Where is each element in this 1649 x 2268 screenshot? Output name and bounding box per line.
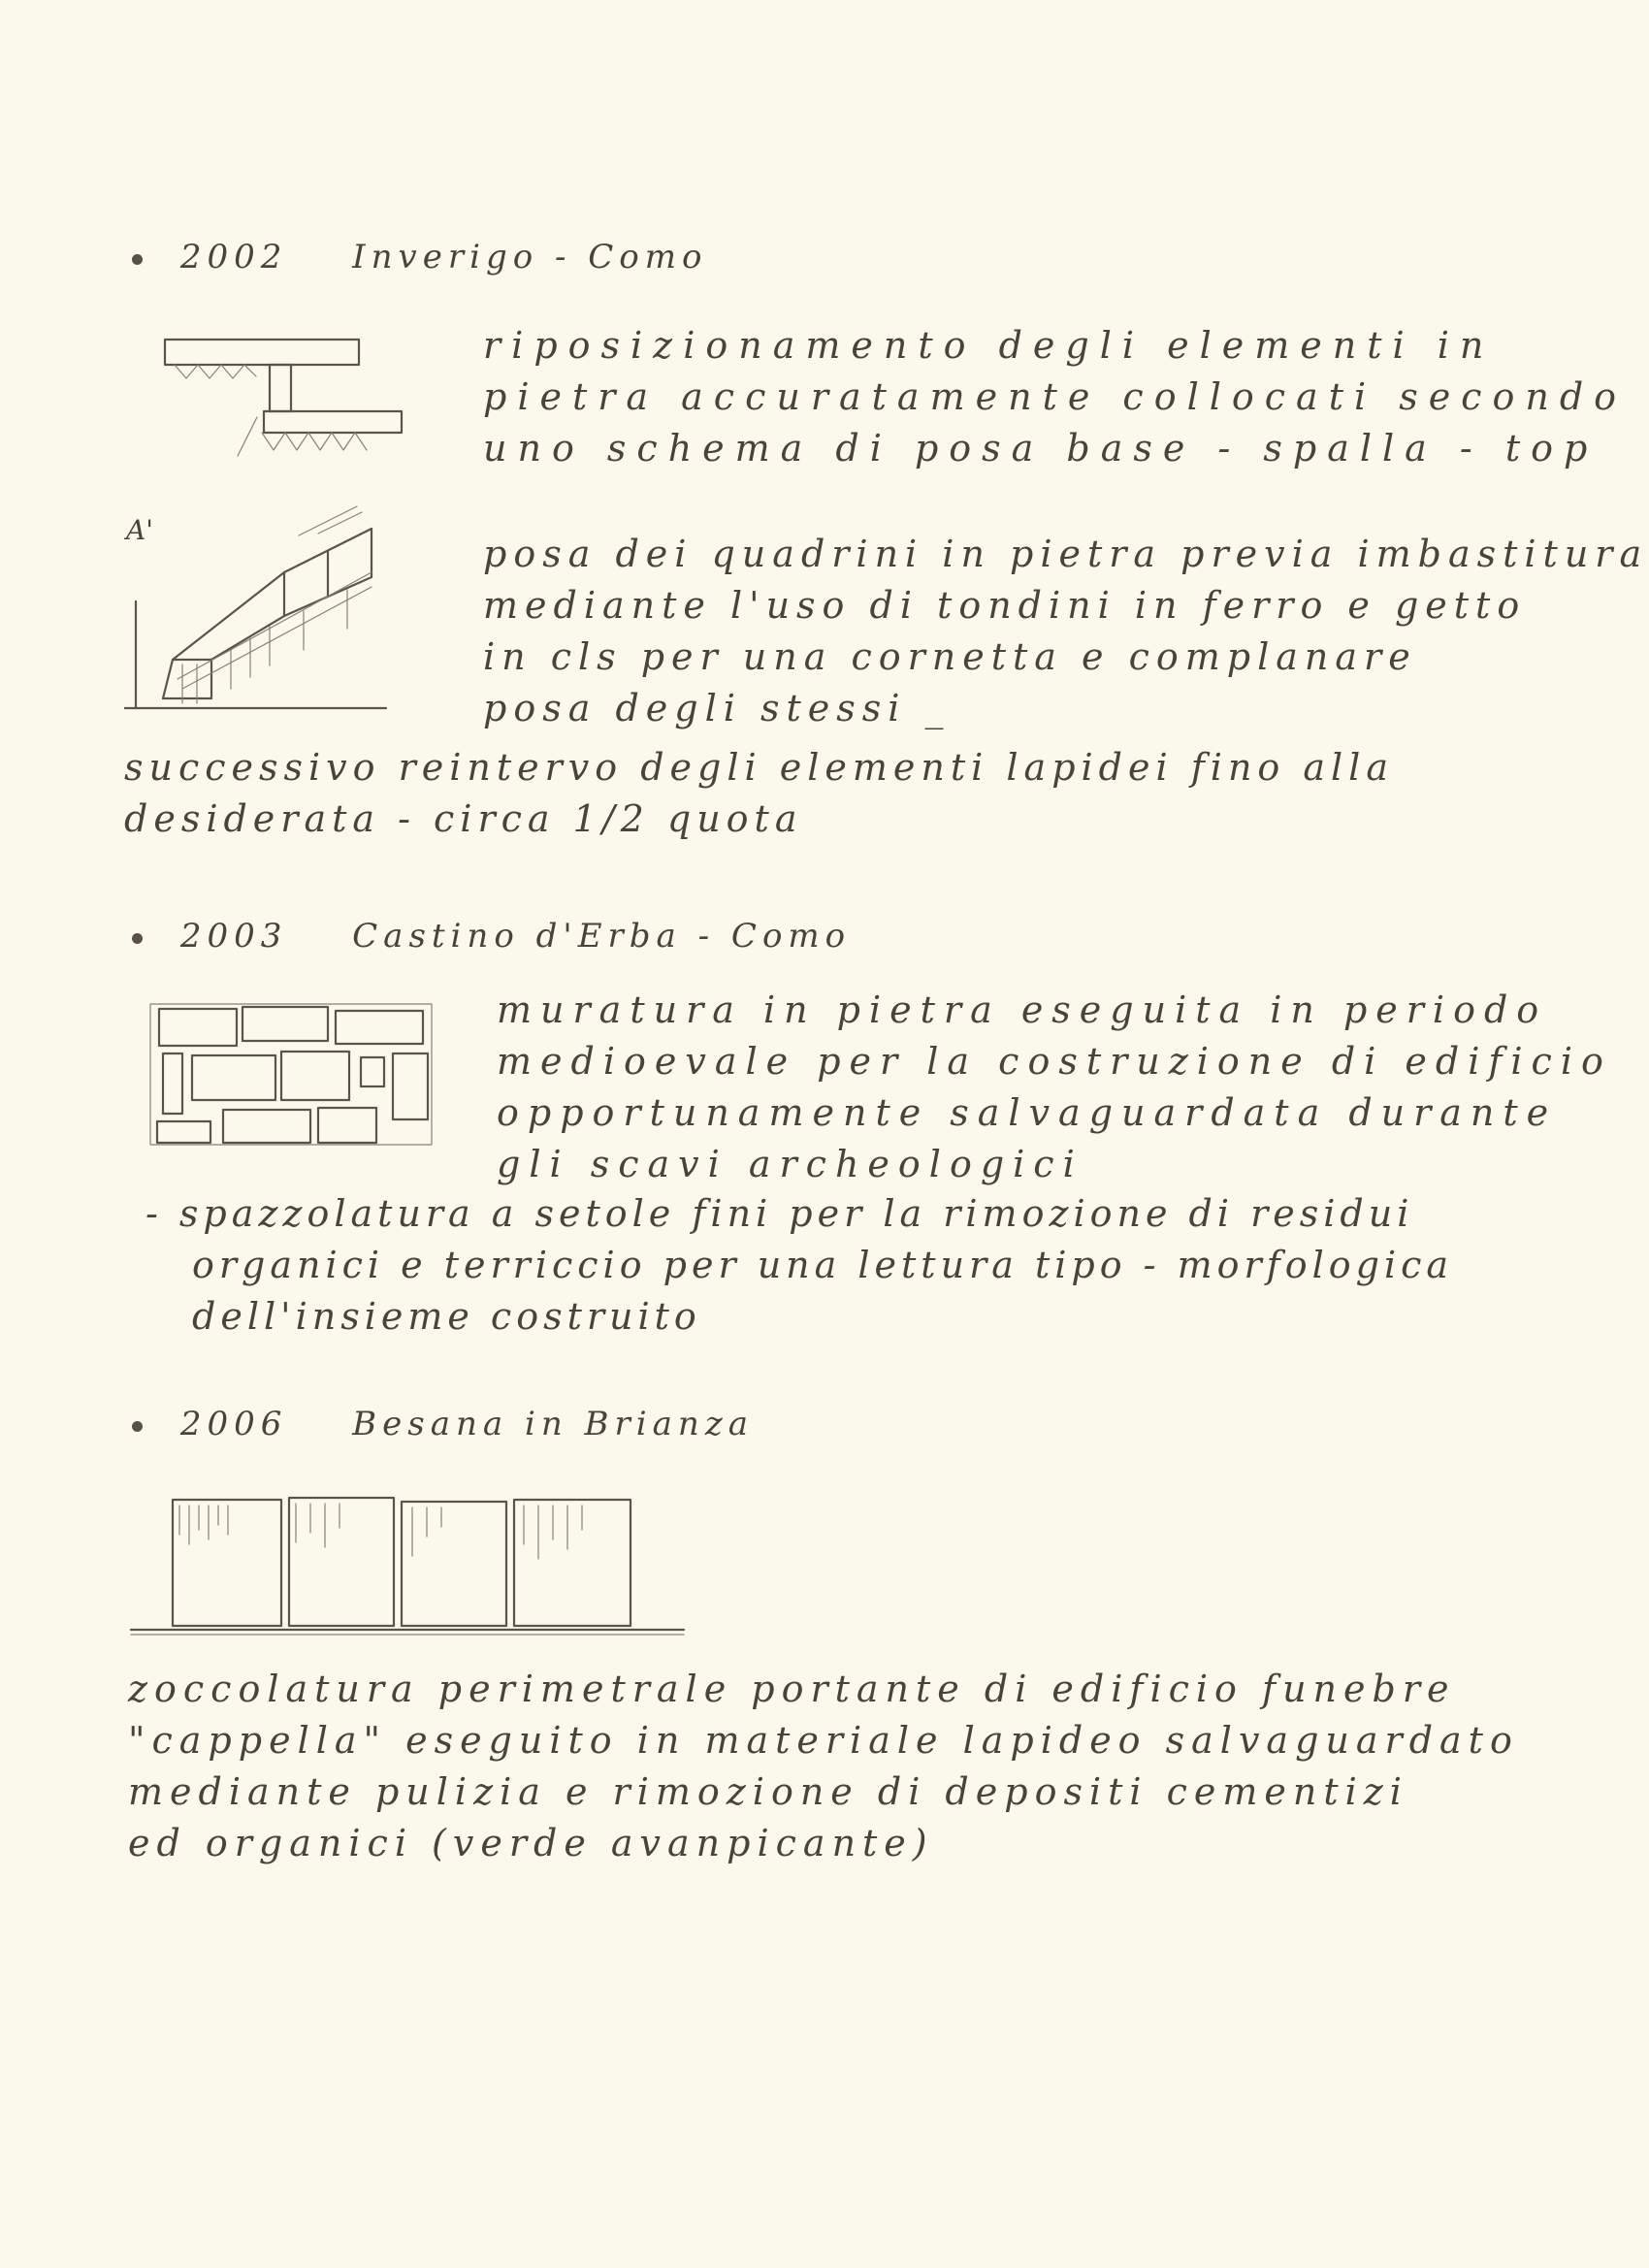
text-line: in cls per una cornetta e complanare [483, 635, 1417, 678]
text-line: pietra accuratamente collocati secondo [483, 375, 1628, 418]
text-line: dell'insieme costruito [192, 1295, 701, 1338]
entry-2002-paragraph-2 [483, 529, 1648, 734]
text-line: medioevale per la costruzione di edificio [497, 1040, 1612, 1083]
stone-steps-section-sketch [155, 325, 407, 480]
text-line: - spazzolatura a setole fini per la rimozione di residui [146, 1192, 1414, 1235]
entry-2003-heading [132, 917, 851, 956]
entry-2006-paragraph-1 [128, 1664, 1519, 1869]
entry-year: 2003 [179, 917, 288, 956]
text-line: successivo reintervo degli elementi lapidei fino alla [124, 746, 1394, 789]
text-line: opportunamente salvaguardata durante [497, 1091, 1558, 1134]
text-line: muratura in pietra eseguita in periodo [497, 988, 1548, 1031]
text-line: ed organici (verde avanpicante) [128, 1822, 934, 1864]
text-line: riposizionamento degli elementi in [483, 324, 1495, 367]
text-line: organici e terriccio per una lettura tipo - morfologica [192, 1244, 1454, 1286]
entry-2003-paragraph-2 [146, 1188, 1453, 1343]
bullet-icon [132, 933, 143, 944]
text-line: uno schema di posa base - spalla - top [483, 427, 1599, 470]
text-line: posa degli stessi _ [483, 687, 951, 729]
entry-place: Besana in Brianza [352, 1405, 754, 1443]
stone-masonry-wall-sketch [146, 999, 436, 1150]
text-line: desiderata - circa 1/2 quota [124, 797, 803, 840]
text-line: "cappella" eseguito in materiale lapideo salvaguardato [128, 1719, 1519, 1762]
entry-2002-paragraph-3 [124, 742, 1394, 845]
entry-place: Castino d'Erba - Como [352, 917, 852, 956]
entry-2003-paragraph-1 [497, 985, 1612, 1190]
text-line: zoccolatura perimetrale portante di edificio funebre [128, 1668, 1456, 1710]
text-line: gli scavi archeologici [497, 1143, 1083, 1185]
text-line: mediante l'uso di tondini in ferro e getto [483, 584, 1527, 627]
entry-place: Inverigo - Como [352, 238, 708, 276]
text-line: posa dei quadrini in pietra previa imbastitura [483, 533, 1649, 575]
stone-stair-perspective-sketch [124, 504, 405, 718]
entry-year: 2002 [179, 238, 288, 276]
entry-year: 2006 [179, 1405, 288, 1443]
bullet-icon [132, 1421, 143, 1432]
sketch-label: A' [126, 514, 153, 546]
entry-2002-heading [132, 238, 707, 276]
bullet-icon [132, 254, 143, 265]
text-line: mediante pulizia e rimozione di depositi cementizi [128, 1770, 1408, 1813]
stone-plinth-blocks-sketch [126, 1484, 689, 1639]
entry-2002-paragraph-1 [483, 320, 1627, 474]
entry-2006-heading [132, 1405, 754, 1443]
